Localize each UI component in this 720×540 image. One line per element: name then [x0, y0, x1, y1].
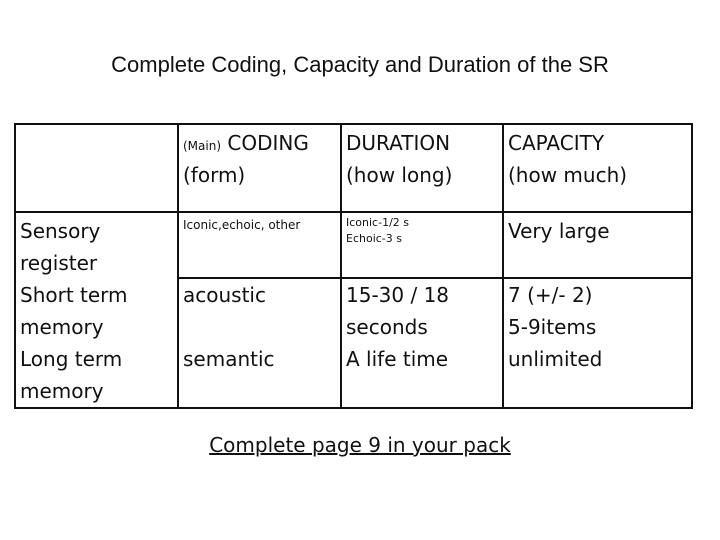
coding-prefix: (Main): [183, 139, 222, 153]
stm-duration-line1: 15-30 / 18: [346, 283, 450, 307]
stm-ltm-duration-cell: [341, 278, 503, 408]
stm-capacity-line2: 5-9items: [508, 315, 597, 339]
sensory-row: [15, 212, 692, 278]
stm-duration-line2: seconds: [346, 315, 428, 339]
sensory-capacity: Very large: [508, 219, 610, 243]
coding-heading: CODING: [227, 131, 309, 155]
footer-instruction: Complete page 9 in your pack: [209, 433, 511, 457]
memory-table: [14, 123, 693, 409]
capacity-subheading: (how much): [508, 163, 628, 187]
store-label-line: register: [20, 251, 98, 275]
ltm-capacity: unlimited: [508, 347, 603, 371]
store-label-line: memory: [20, 379, 104, 403]
header-row: [15, 124, 692, 212]
sensory-coding-cell: [178, 212, 341, 278]
header-duration-cell: [341, 124, 503, 212]
stm-ltm-capacity-cell: [503, 278, 692, 408]
duration-heading: DURATION: [346, 131, 451, 155]
sensory-duration-iconic: Iconic-1/2 s: [346, 216, 409, 229]
duration-subheading: (how long): [346, 163, 453, 187]
store-label-line: Short term: [20, 283, 128, 307]
slide-title: Complete Coding, Capacity and Duration of the SR: [111, 52, 609, 77]
sensory-duration-echoic: Echoic-3 s: [346, 232, 402, 245]
stm-ltm-coding-cell: [178, 278, 341, 408]
store-label-line: Sensory: [20, 219, 101, 243]
header-capacity-cell: [503, 124, 692, 212]
sensory-coding: Iconic,echoic, other: [183, 218, 301, 232]
coding-subheading: (form): [183, 163, 246, 187]
ltm-coding: semantic: [183, 347, 275, 371]
capacity-heading: CAPACITY: [508, 131, 605, 155]
store-label-line: Long term: [20, 347, 123, 371]
stm-coding: acoustic: [183, 283, 266, 307]
header-empty-cell: [15, 124, 178, 212]
sensory-duration-cell: [341, 212, 503, 278]
header-coding-cell: [178, 124, 341, 212]
stm-capacity-line1: 7 (+/- 2): [508, 283, 593, 307]
store-label-line: memory: [20, 315, 104, 339]
store-label-cell: [15, 212, 178, 408]
ltm-duration: A life time: [346, 347, 449, 371]
sensory-capacity-cell: [503, 212, 692, 278]
